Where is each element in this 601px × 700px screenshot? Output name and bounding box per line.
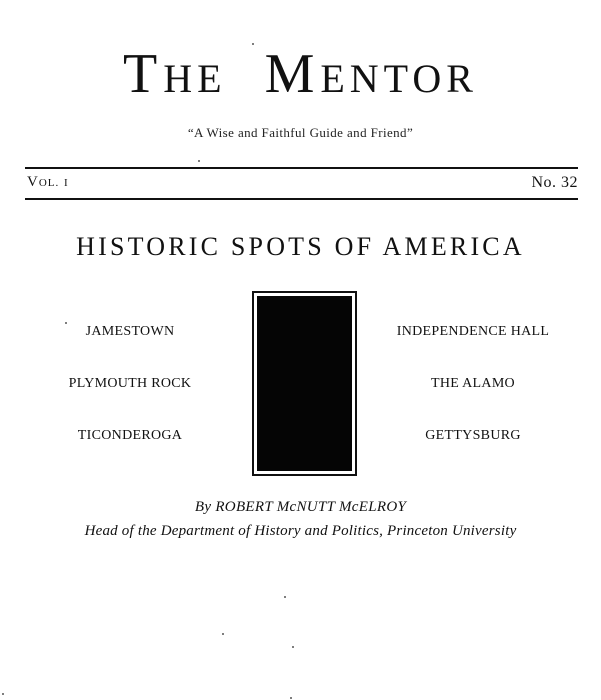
title-rest-he: HE bbox=[163, 56, 227, 101]
place-the-alamo: THE ALAMO bbox=[431, 376, 515, 391]
volume-label bbox=[27, 174, 69, 191]
place-plymouth-rock: PLYMOUTH ROCK bbox=[68, 376, 192, 391]
cover-illustration-frame bbox=[252, 291, 357, 476]
top-rule-divider bbox=[25, 167, 578, 169]
cover-illustration bbox=[257, 296, 352, 471]
masthead-title bbox=[0, 44, 601, 109]
issue-number: No. 32 bbox=[531, 174, 578, 191]
cover-heading: HISTORIC SPOTS OF AMERICA bbox=[76, 232, 525, 261]
scan-speck bbox=[222, 633, 224, 635]
place-gettysburg: GETTYSBURG bbox=[425, 428, 521, 443]
title-initial-m: M bbox=[264, 43, 321, 105]
title-initial-t: T bbox=[123, 43, 164, 105]
scan-speck bbox=[292, 646, 294, 648]
author-byline: By ROBERT McNUTT McELROY bbox=[194, 499, 407, 515]
volume-rest: OL. bbox=[38, 177, 60, 189]
volume-number: I bbox=[64, 177, 69, 189]
scan-speck bbox=[290, 697, 292, 699]
masthead-motto: “A Wise and Faithful Guide and Friend” bbox=[187, 125, 414, 140]
scan-speck bbox=[284, 596, 286, 598]
scan-speck bbox=[198, 160, 200, 162]
place-jamestown: JAMESTOWN bbox=[85, 324, 175, 339]
bottom-rule-divider bbox=[25, 198, 578, 200]
place-independence-hall: INDEPENDENCE HALL bbox=[396, 324, 550, 339]
scan-speck bbox=[2, 693, 4, 695]
scan-speck bbox=[252, 43, 254, 45]
title-rest-entor: ENTOR bbox=[320, 56, 478, 101]
place-ticonderoga: TICONDEROGA bbox=[77, 428, 183, 443]
volume-prefix: V bbox=[27, 174, 39, 190]
scan-speck bbox=[65, 322, 67, 324]
author-affiliation: Head of the Department of History and Politics, Princeton University bbox=[84, 523, 517, 539]
